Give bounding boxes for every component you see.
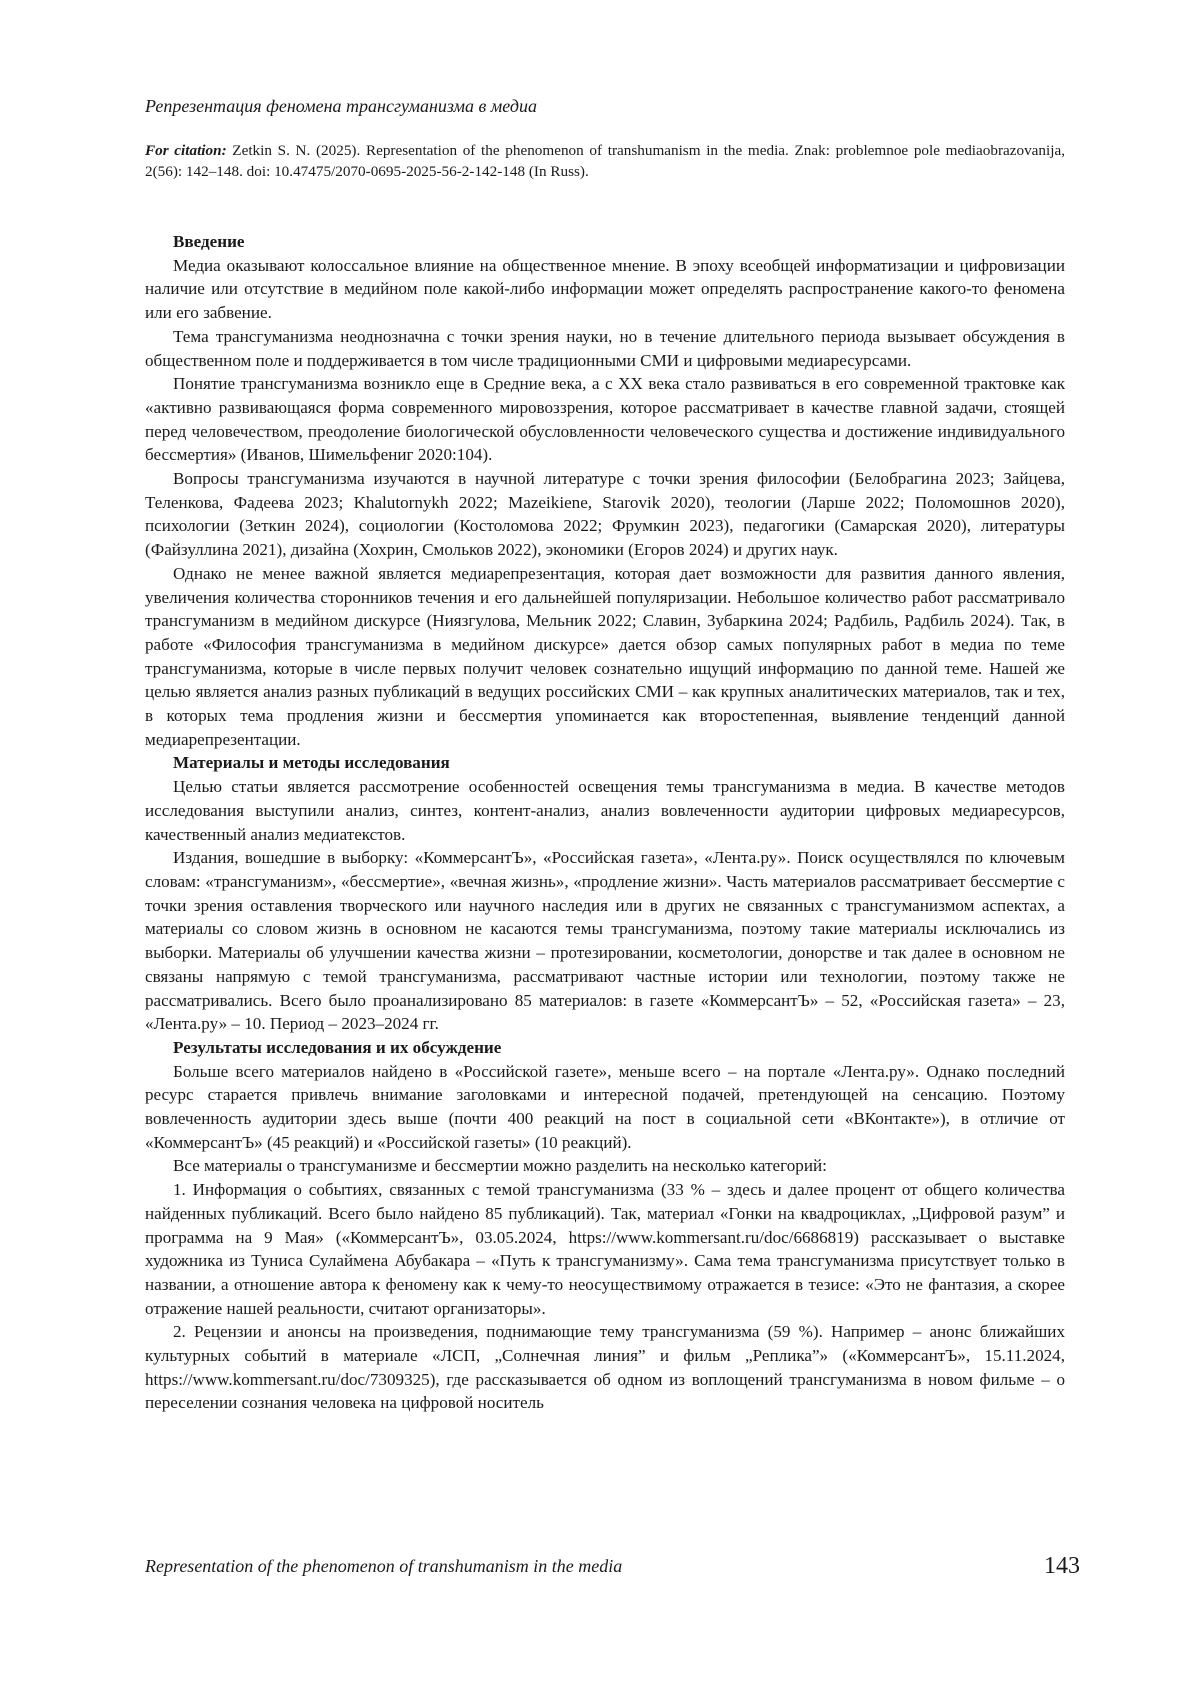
paragraph: Больше всего материалов найдено в «Российской газете», меньше всего – на портале «Лента.ру». Однако последний ресурс старается привлечь внимание заголовками и интересной подачей, претендующей на сенсацию. Поэтому вовлеченность аудитории здесь выше (почти 400 реакций на пост в социальной сети «ВКонтакте»), в отличие от «КоммерсантЪ» (45 реакций) и «Российской газеты» (10 реакций).	[145, 1061, 1065, 1152]
paragraph: 1. Информация о событиях, связанных с темой трансгуманизма (33 % – здесь и далее процент от общего количества найденных публикаций. Всего было найдено 85 публикаций). Так, материал «Гонки на квадроциклах, „Цифровой разум” и программа на 9 Мая» («КоммерсантЪ», 03.05.2024, https://www.kommersant.ru/doc/6686819) рассказывает о выставке художника из Туниса Сулаймена Абубакара – «Путь к трансгуманизму». Сама тема трансгуманизма присутствует только в названии, а отношение автора к феномену как к чему-то неосуществимому отражается в тезисе: «Это не фантазия, а скорее отражение нашей реальности, считают организаторы».	[145, 1180, 1065, 1318]
paragraph: Все материалы о трансгуманизме и бессмертии можно разделить на несколько категорий:	[173, 1156, 827, 1176]
paragraph: Издания, вошедшие в выборку: «КоммерсантЪ», «Российская газета», «Лента.ру». Поиск осуществлялся по ключевым словам: «трансгуманизм», «бессмертие», «вечная жизнь», «продление жизни». Часть материалов рассматривает бессмертие с точки зрения оставления творческого или научного наследия или в других не связанных с трансгуманизмом аспектах, а материалы со словом жизнь в основном не касаются темы трансгуманизма, поэтому такие материалы исключались из выборки. Материалы об улучшении качества жизни – протезировании, косметологии, донорстве и так далее в основном не связаны напрямую с темой трансгуманизма, рассматривают частные истории или технологии, поэтому также не рассматривались. Всего было проанализировано 85 материалов: в газете «КоммерсантЪ» – 52, «Российская газета» – 23, «Лента.ру» – 10. Период – 2023–2024 гг.	[145, 848, 1065, 1034]
paragraph: Понятие трансгуманизма возникло еще в Средние века, а с XX века стало развиваться в его современной трактовке как «активно развивающаяся форма современного мировоззрения, которое рассматривает в качестве главной задачи, стоящей перед человечеством, преодоление биологической обусловленности человеческого существа и достижение индивидуального бессмертия» (Иванов, Шимельфениг 2020:104).	[145, 374, 1065, 465]
footer-journal-title: Representation of the phenomenon of transhumanism in the media	[145, 1556, 623, 1576]
paragraph: Тема трансгуманизма неоднозначна с точки зрения науки, но в течение длительного периода вызывает обсуждения в общественном поле и поддерживается в том числе традиционными СМИ и цифровыми медиаресурсами.	[145, 326, 1065, 370]
section-heading-intro: Введение	[173, 232, 245, 251]
citation-block	[145, 140, 1065, 182]
page-number: 143	[1044, 1553, 1080, 1579]
paragraph: Однако не менее важной является медиарепрезентация, которая дает возможности для развития данного явления, увеличения количества сторонников течения и его дальнейшей популяризации. Небольшое количество работ рассматривало трансгуманизм в медийном дискурсе (Ниязгулова, Мельник 2022; Славин, Зубаркина 2024; Радбиль, Радбиль 2024). Так, в работе «Философия трансгуманизма в медийном дискурсе» дается обзор самых популярных работ в медиа по теме трансгуманизма, которые в числе первых получит человек сознательно ищущий информацию по данной теме. Нашей же целью является анализ разных публикаций в ведущих российских СМИ – как крупных аналитических материалов, так и тех, в которых тема продления жизни и бессмертия упоминается как второстепенная, выявление тенденций данной медиарепрезентации.	[145, 563, 1065, 749]
paragraph: Вопросы трансгуманизма изучаются в научной литературе с точки зрения философии (Белобрагина 2023; Зайцева, Теленкова, Фадеева 2023; Khalutornykh 2022; Mazeikiene, Starovik 2020), теологии (Ларше 2022; Поломошнов 2020), психологии (Зеткин 2024), социологии (Костоломова 2022; Фрумкин 2023), педагогики (Самарская 2020), литературы (Файзуллина 2021), дизайна (Хохрин, Смольков 2022), экономики (Егоров 2024) и других наук.	[145, 469, 1065, 560]
citation-text: Zetkin S. N. (2025). Representation of the phenomenon of transhumanism in the media. Znak: problemnoe pole mediaobrazovanija, 2(56): 142–148. doi: 10.47475/2070-0695-2025-56-2-142-148 (In Russ).	[145, 142, 1065, 180]
citation-label: For citation:	[145, 142, 227, 159]
paragraph: Медиа оказывают колоссальное влияние на общественное мнение. В эпоху всеобщей информатизации и цифровизации наличие или отсутствие в медийном поле какой-либо информации может определять распространение какого-то феномена или его забвение.	[145, 255, 1065, 323]
section-heading-results: Результаты исследования и их обсуждение	[173, 1037, 502, 1057]
running-title: Репрезентация феномена трансгуманизма в медиа	[145, 96, 537, 116]
section-heading-methods: Материалы и методы исследования	[173, 753, 450, 773]
paragraph: Целью статьи является рассмотрение особенностей освещения темы трансгуманизма в медиа. В качестве методов исследования выступили анализ, синтез, контент-анализ, анализ вовлеченности аудитории цифровых медиаресурсов, качественный анализ медиатекстов.	[145, 777, 1065, 844]
paragraph: 2. Рецензии и анонсы на произведения, поднимающие тему трансгуманизма (59 %). Например – анонс ближайших культурных событий в материале «ЛСП, „Солнечная линия” и фильм „Реплика”» («КоммерсантЪ», 15.11.2024, https://www.kommersant.ru/doc/7309325), где рассказывается об одном из воплощений трансгуманизма в новом фильме – о переселении сознания человека на цифровой носитель	[145, 1322, 1065, 1413]
article-body	[145, 230, 1065, 1415]
